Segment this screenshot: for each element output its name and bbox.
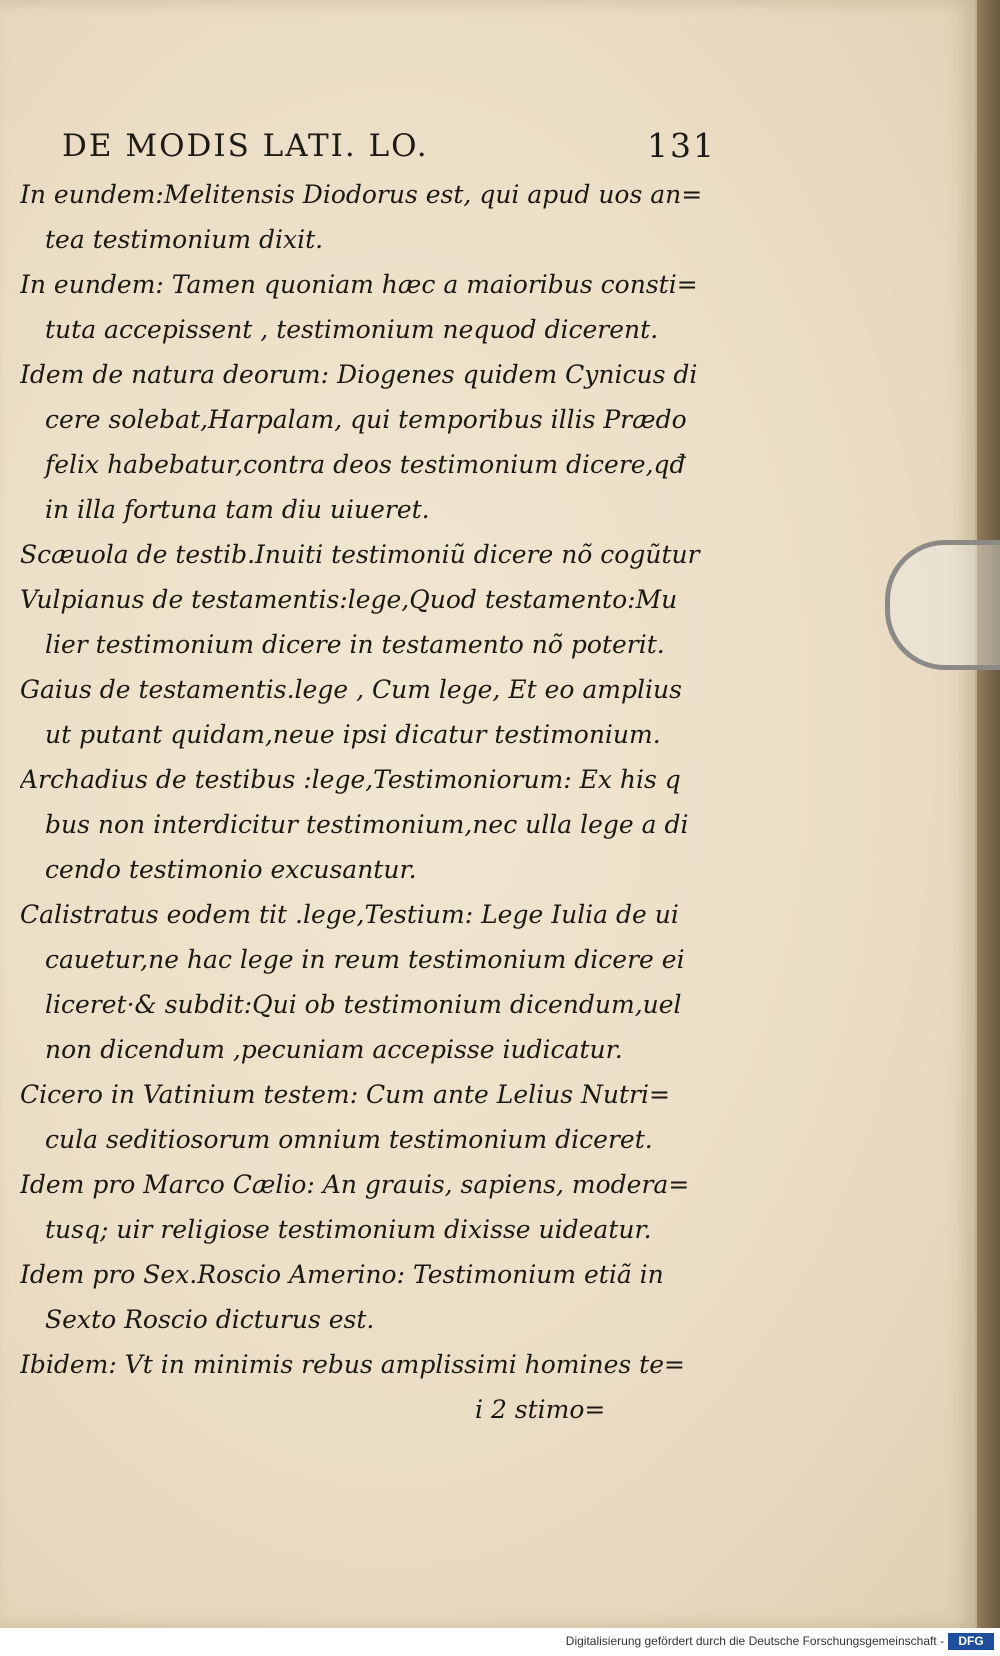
text-line: ut putant quidam,neue ipsi dicatur testimonium. — [45, 720, 661, 749]
digitization-credit — [0, 1628, 1000, 1656]
text-line: Idem pro Sex.Roscio Amerino: Testimonium etiã in — [20, 1260, 664, 1289]
page-clip — [885, 540, 1000, 670]
text-line: Idem de natura deorum: Diogenes quidem Cynicus di — [20, 360, 698, 389]
text-line: Sexto Roscio dicturus est. — [45, 1305, 375, 1334]
text-line: Ibidem: Vt in minimis rebus amplissimi homines te= — [20, 1350, 685, 1379]
running-head-title: DE MODIS LATI. LO. — [62, 128, 429, 164]
text-line: cauetur,ne hac lege in reum testimonium dicere ei — [45, 945, 685, 974]
text-line: bus non interdicitur testimonium,nec ulla lege a di — [45, 810, 689, 839]
text-line: non dicendum ,pecuniam accepisse iudicatur. — [45, 1035, 623, 1064]
text-line: Gaius de testamentis.lege , Cum lege, Et eo amplius — [20, 675, 682, 704]
text-line: lier testimonium dicere in testamento nõ poterit. — [45, 630, 665, 659]
text-line: cere solebat,Harpalam, qui temporibus illis Prædo — [45, 405, 687, 434]
text-line: cula seditiosorum omnium testimonium diceret. — [45, 1125, 653, 1154]
text-line: tusq; uir religiose testimonium dixisse uideatur. — [45, 1215, 652, 1244]
text-line: In eundem: Tamen quoniam hæc a maioribus consti= — [20, 270, 698, 299]
text-line: in illa fortuna tam diu uiueret. — [45, 495, 430, 524]
text-line: tuta accepissent , testimonium nequod dicerent. — [45, 315, 659, 344]
text-line: Vulpianus de testamentis:lege,Quod testamento:Mu — [20, 585, 678, 614]
signature-catchword-line: i 2 stimo= — [475, 1395, 606, 1424]
text-line: Archadius de testibus :lege,Testimoniorum: Ex his q — [20, 765, 681, 794]
text-line: Calistratus eodem tit .lege,Testium: Lege Iulia de ui — [20, 900, 679, 929]
text-line: Cicero in Vatinium testem: Cum ante Lelius Nutri= — [20, 1080, 670, 1109]
dfg-logo: DFG — [948, 1633, 994, 1650]
text-line: liceret·& subdit:Qui ob testimonium dicendum,uel — [45, 990, 682, 1019]
text-block — [20, 172, 720, 1432]
text-line: In eundem:Melitensis Diodorus est, qui apud uos an= — [20, 180, 703, 209]
credit-text: Digitalisierung gefördert durch die Deutsche Forschungsgemeinschaft - — [565, 1634, 944, 1648]
running-head — [62, 123, 722, 169]
text-line: Scæuola de testib.Inuiti testimoniũ dicere nõ cogũtur — [20, 540, 700, 569]
text-line: felix habebatur,contra deos testimonium dicere,qđ — [45, 450, 686, 479]
text-line: Idem pro Marco Cælio: An grauis, sapiens, modera= — [20, 1170, 690, 1199]
text-line: cendo testimonio excusantur. — [45, 855, 417, 884]
text-line: tea testimonium dixit. — [45, 225, 324, 254]
page-number: 131 — [647, 126, 716, 165]
